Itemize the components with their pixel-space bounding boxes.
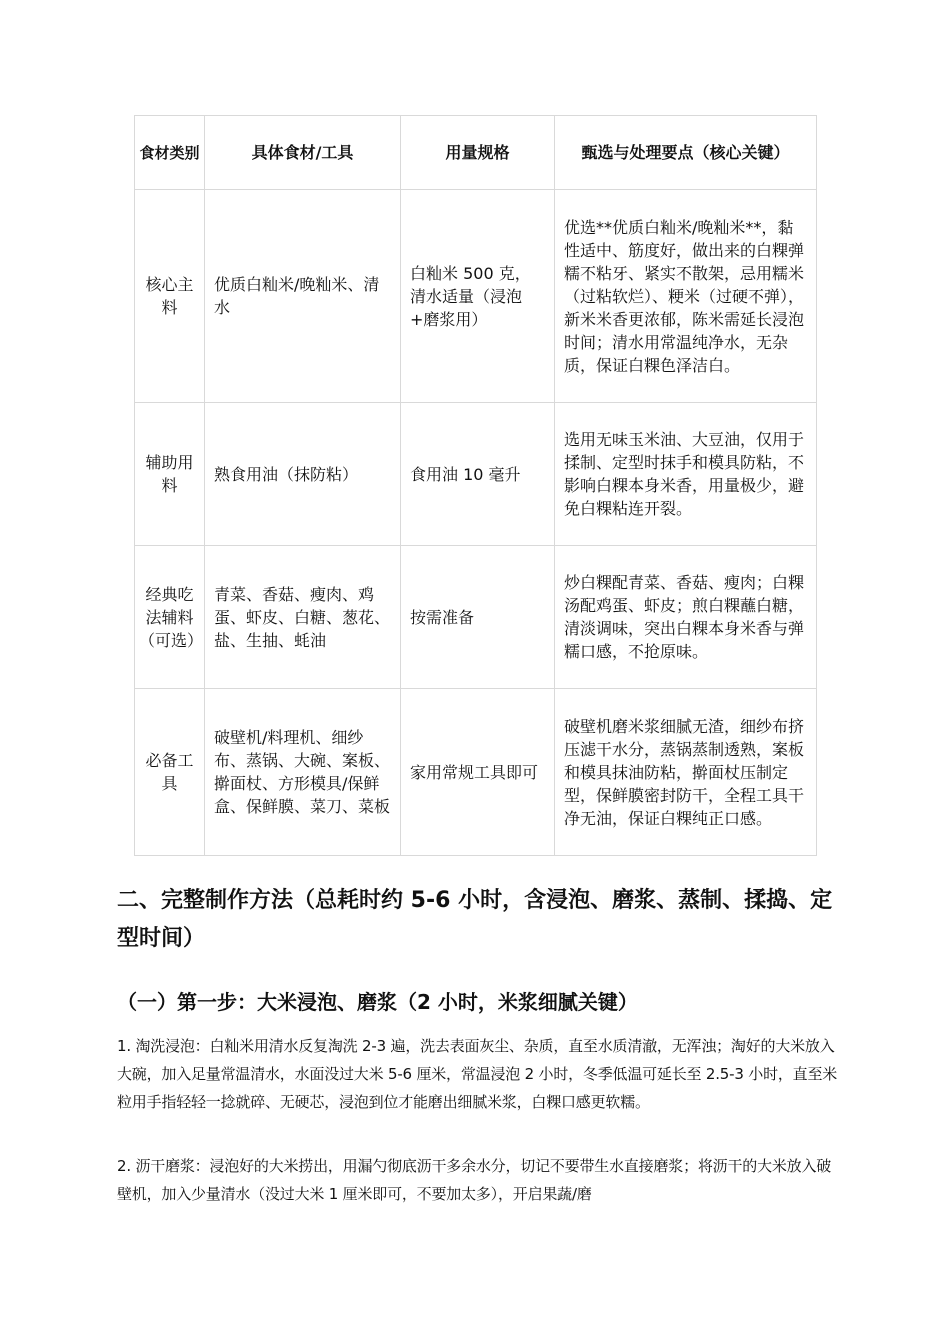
header-category: 食材类别: [135, 116, 205, 190]
cell-category: 经典吃法辅料（可选）: [135, 546, 205, 689]
table-row: [135, 689, 817, 856]
cell-amount: 白籼米 500 克，清水适量（浸泡+磨浆用）: [401, 190, 555, 403]
paragraph-step-2: 2. 沥干磨浆：浸泡好的大米捞出，用漏勺彻底沥干多余水分，切记不要带生水直接磨浆；将沥干的大米放入破壁机，加入少量清水（没过大米 1 厘米即可，不要加太多），开启果蔬/磨: [117, 1157, 832, 1203]
cell-items: 优质白籼米/晚籼米、清水: [205, 190, 401, 403]
subsection-heading: （一）第一步：大米浸泡、磨浆（2 小时，米浆细腻关键）: [117, 990, 638, 1014]
cell-notes: 选用无味玉米油、大豆油，仅用于揉制、定型时抹手和模具防粘，不影响白粿本身米香，用量极少，避免白粿粘连开裂。: [555, 403, 817, 546]
cell-items: 青菜、香菇、瘦肉、鸡蛋、虾皮、白糖、葱花、盐、生抽、蚝油: [205, 546, 401, 689]
cell-amount: 家用常规工具即可: [401, 689, 555, 856]
cell-notes: 优选**优质白籼米/晚籼米**，黏性适中、筋度好，做出来的白粿弹糯不粘牙、紧实不散架，忌用糯米（过粘软烂）、粳米（过硬不弹），新米米香更浓郁，陈米需延长浸泡时间；清水用常温纯净水，无杂质，保证白粿色泽洁白。: [555, 190, 817, 403]
cell-amount: 食用油 10 毫升: [401, 403, 555, 546]
cell-category: 必备工具: [135, 689, 205, 856]
header-notes: 甄选与处理要点（核心关键）: [555, 116, 817, 190]
cell-items: 破壁机/料理机、细纱布、蒸锅、大碗、案板、擀面杖、方形模具/保鲜盒、保鲜膜、菜刀、菜板: [205, 689, 401, 856]
cell-notes: 破壁机磨米浆细腻无渣，细纱布挤压滤干水分，蒸锅蒸制透熟，案板和模具抹油防粘，擀面杖压制定型，保鲜膜密封防干，全程工具干净无油，保证白粿纯正口感。: [555, 689, 817, 856]
header-items: 具体食材/工具: [205, 116, 401, 190]
cell-category: 核心主料: [135, 190, 205, 403]
table-row: [135, 403, 817, 546]
table-row: [135, 546, 817, 689]
cell-amount: 按需准备: [401, 546, 555, 689]
ingredients-table: [134, 115, 817, 856]
cell-notes: 炒白粿配青菜、香菇、瘦肉；白粿汤配鸡蛋、虾皮；煎白粿蘸白糖，清淡调味，突出白粿本身米香与弹糯口感，不抢原味。: [555, 546, 817, 689]
cell-category: 辅助用料: [135, 403, 205, 546]
table-header-row: [135, 116, 817, 190]
table-row: [135, 190, 817, 403]
header-amount: 用量规格: [401, 116, 555, 190]
section-heading: 二、完整制作方法（总耗时约 5-6 小时，含浸泡、磨浆、蒸制、揉捣、定型时间）: [117, 888, 833, 951]
cell-items: 熟食用油（抹防粘）: [205, 403, 401, 546]
paragraph-step-1: 1. 淘洗浸泡：白籼米用清水反复淘洗 2-3 遍，洗去表面灰尘、杂质，直至水质清澈，无浑浊；淘好的大米放入大碗，加入足量常温清水，水面没过大米 5-6 厘米，常温浸泡 2 小时，冬季低温可延长至 2.5-3 小时，直至米粒用手指轻轻一捻就碎、无硬芯，浸泡到位才能磨出细腻米浆，白粿口感更软糯。: [117, 1037, 838, 1111]
